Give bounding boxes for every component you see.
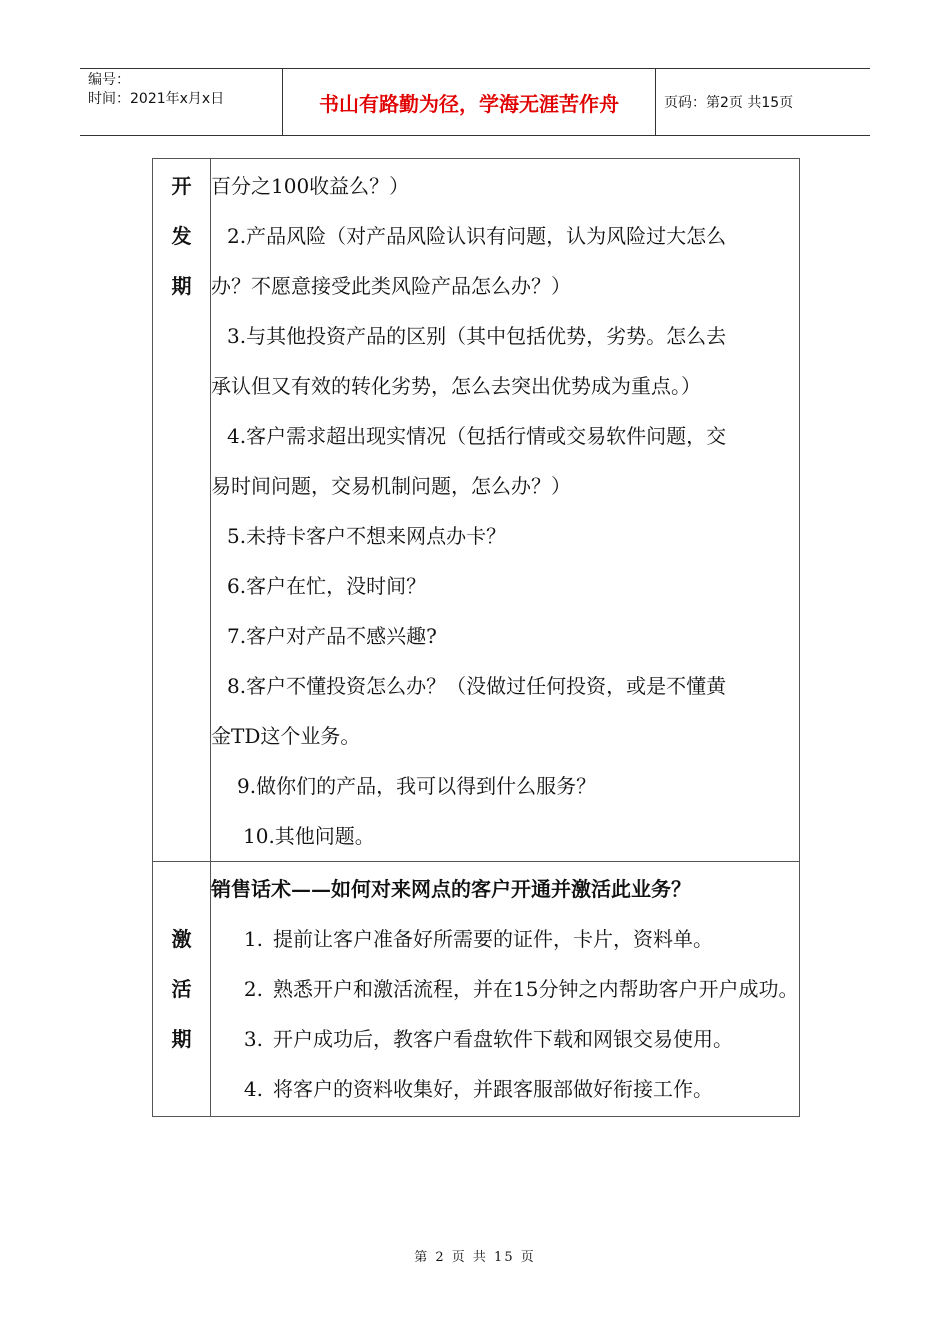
text-line: 易时间问题，交易机制问题，怎么办？） — [211, 474, 571, 498]
text-line: 金TD这个业务。 — [211, 724, 361, 748]
development-row — [153, 159, 800, 862]
list-item: 1. 提前让客户准备好所需要的证件，卡片，资料单。 — [243, 927, 713, 951]
header-meta — [80, 69, 283, 135]
text-line: 百分之100收益么？） — [211, 174, 410, 198]
list-item: 3. 开户成功后，教客户看盘软件下载和网银交易使用。 — [243, 1027, 733, 1051]
text-line: 10.其他问题。 — [243, 824, 375, 848]
activation-row — [153, 862, 800, 1117]
text-line: 6.客户在忙，没时间？ — [227, 574, 427, 598]
page-footer: 第 2 页 共 15 页 — [414, 1250, 536, 1265]
text-line: 3.与其他投资产品的区别（其中包括优势，劣势。怎么去 — [227, 324, 727, 348]
development-content — [211, 159, 800, 862]
text-line: 承认但又有效的转化劣势，怎么去突出优势成为重点。） — [211, 374, 701, 398]
text-line: 7.客户对产品不感兴趣? — [227, 624, 437, 648]
text-line: 办？不愿意接受此类风险产品怎么办？） — [211, 274, 571, 298]
content-table — [152, 158, 800, 1117]
list-item: 2. 熟悉开户和激活流程，并在15分钟之内帮助客户开户成功。 — [243, 977, 799, 1001]
text-line: 5.未持卡客户不想来网点办卡？ — [227, 524, 507, 548]
activation-label: 激 活 期 — [153, 862, 211, 1117]
header-page-info: 页码：第2页 共15页 — [664, 95, 794, 111]
text-line: 8.客户不懂投资怎么办？（没做过任何投资，或是不懂黄 — [227, 674, 727, 698]
activation-heading: 销售话术——如何对来网点的客户开通并激活此业务？ — [211, 877, 691, 901]
activation-steps — [211, 914, 799, 1114]
number-label: 编号： — [88, 72, 130, 88]
text-line: 4.客户需求超出现实情况（包括行情或交易软件问题，交 — [227, 424, 727, 448]
document-header — [80, 68, 870, 136]
development-label: 开 发 期 — [153, 159, 211, 862]
list-item: 4. 将客户的资料收集好，并跟客服部做好衔接工作。 — [243, 1077, 713, 1101]
text-line: 9.做你们的产品，我可以得到什么服务？ — [237, 774, 597, 798]
text-line: 2.产品风险（对产品风险认识有问题，认为风险过大怎么 — [227, 224, 727, 248]
time-label: 时间：2021年x月x日 — [88, 91, 225, 107]
header-motto: 书山有路勤为径，学海无涯苦作舟 — [283, 69, 656, 135]
activation-content — [211, 862, 800, 1117]
